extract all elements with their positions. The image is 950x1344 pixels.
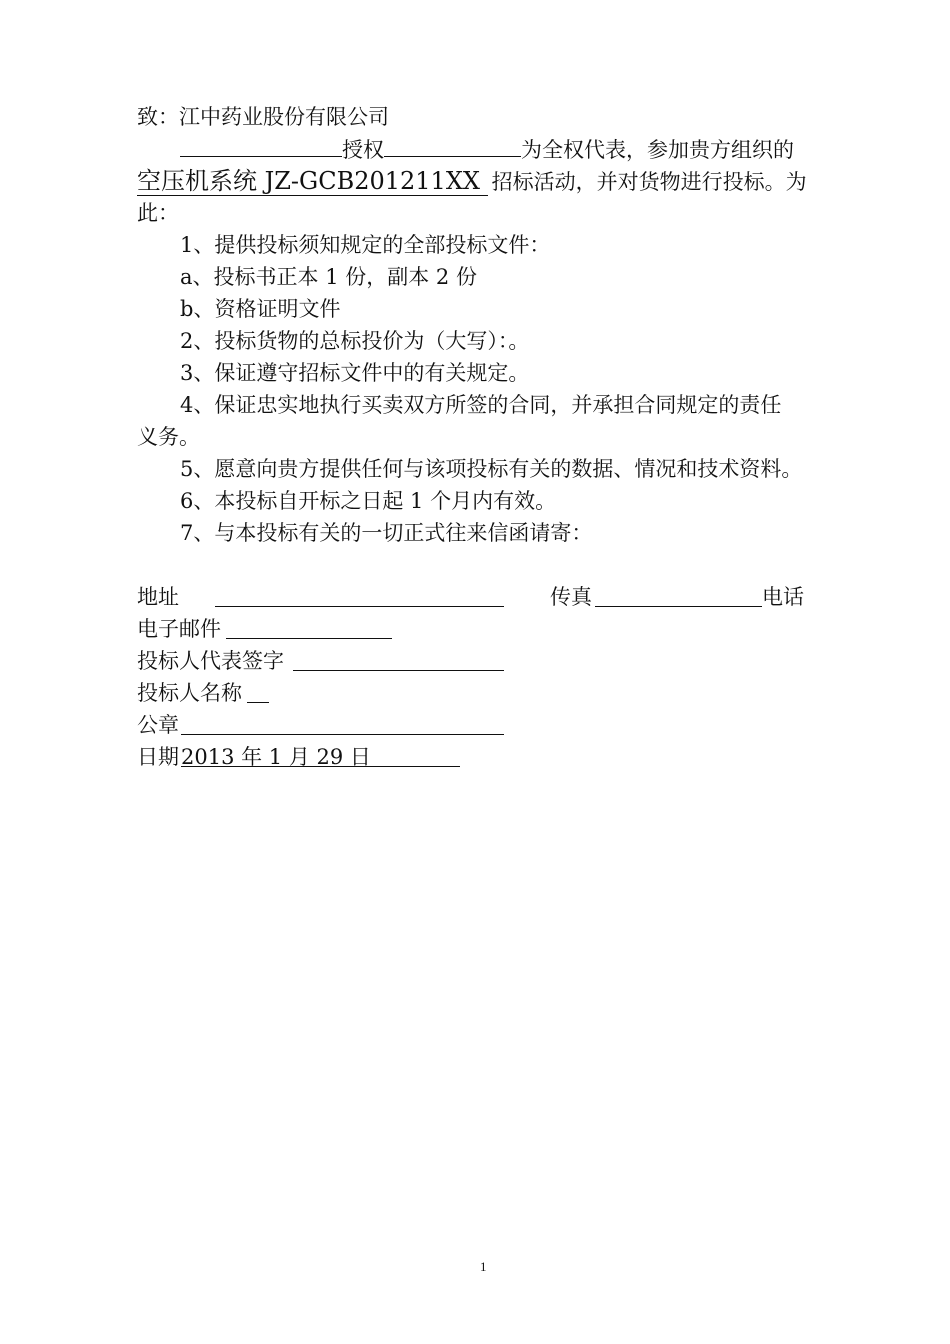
item-5-text: 5、愿意向贵方提供任何与该项投标有关的数据、情况和技术资料。 [180,457,803,481]
item-1-text: 1、提供投标须知规定的全部投标文件： [180,233,551,257]
email-label: 电子邮件 [137,617,221,641]
fax-label: 传真 [550,585,592,609]
list-item [180,454,802,484]
date-value: 2013 年 1 月 29 日 [181,745,371,769]
activity-text: 招标活动，并对货物进行投标。为 [491,170,807,194]
item-6-text: 6、本投标自开标之日起 1 个月内有效。 [180,489,557,513]
list-item [180,486,556,516]
item-b-text: b、资格证明文件 [180,297,341,321]
email-field[interactable] [226,616,392,639]
list-item [180,326,529,356]
address-field[interactable] [215,584,504,607]
item-a-text: a、投标书正本 1 份，副本 2 份 [180,265,477,289]
representative-blank[interactable] [384,134,521,157]
as-representative-text: 为全权代表，参加贵方组织的 [521,138,794,162]
page-number: 1 [480,1259,487,1274]
therefore-line [137,198,179,228]
list-item [180,518,592,548]
signature-field[interactable] [293,648,504,671]
item-4-text: 4、保证忠实地执行买卖双方所签的合同，并承担合同规定的责任 [180,393,782,417]
recipient-line [137,102,389,132]
phone-label: 电话 [762,585,804,609]
signature-label: 投标人代表签字 [137,649,284,673]
list-item [180,262,477,292]
item-3-text: 3、保证遵守招标文件中的有关规定。 [180,361,530,385]
list-item-continuation [137,422,200,452]
bidder-name-label: 投标人名称 [137,681,242,705]
authorization-line [180,134,794,165]
seal-field[interactable] [181,712,504,735]
list-item [180,230,550,260]
date-field[interactable] [181,742,460,767]
item-4-continuation: 义务。 [137,425,200,449]
authorizer-blank[interactable] [180,134,342,157]
authorize-word: 授权 [342,138,384,162]
project-name: 空压机系统 JZ-GCB201211XX [137,167,488,195]
date-label: 日期 [137,745,179,769]
fax-field[interactable] [595,584,762,607]
item-7-text: 7、与本投标有关的一切正式往来信函请寄： [180,521,593,545]
list-item [180,358,529,388]
seal-label: 公章 [137,713,179,737]
list-item [180,390,781,420]
item-2-text: 2、投标货物的总标投价为（大写）：。 [180,329,530,353]
list-item [180,294,340,324]
address-label: 地址 [137,585,179,609]
bidder-name-field[interactable] [247,680,269,703]
recipient-text: 致：江中药业股份有限公司 [137,105,389,129]
therefore-text: 此： [137,201,179,225]
project-line [137,166,807,197]
